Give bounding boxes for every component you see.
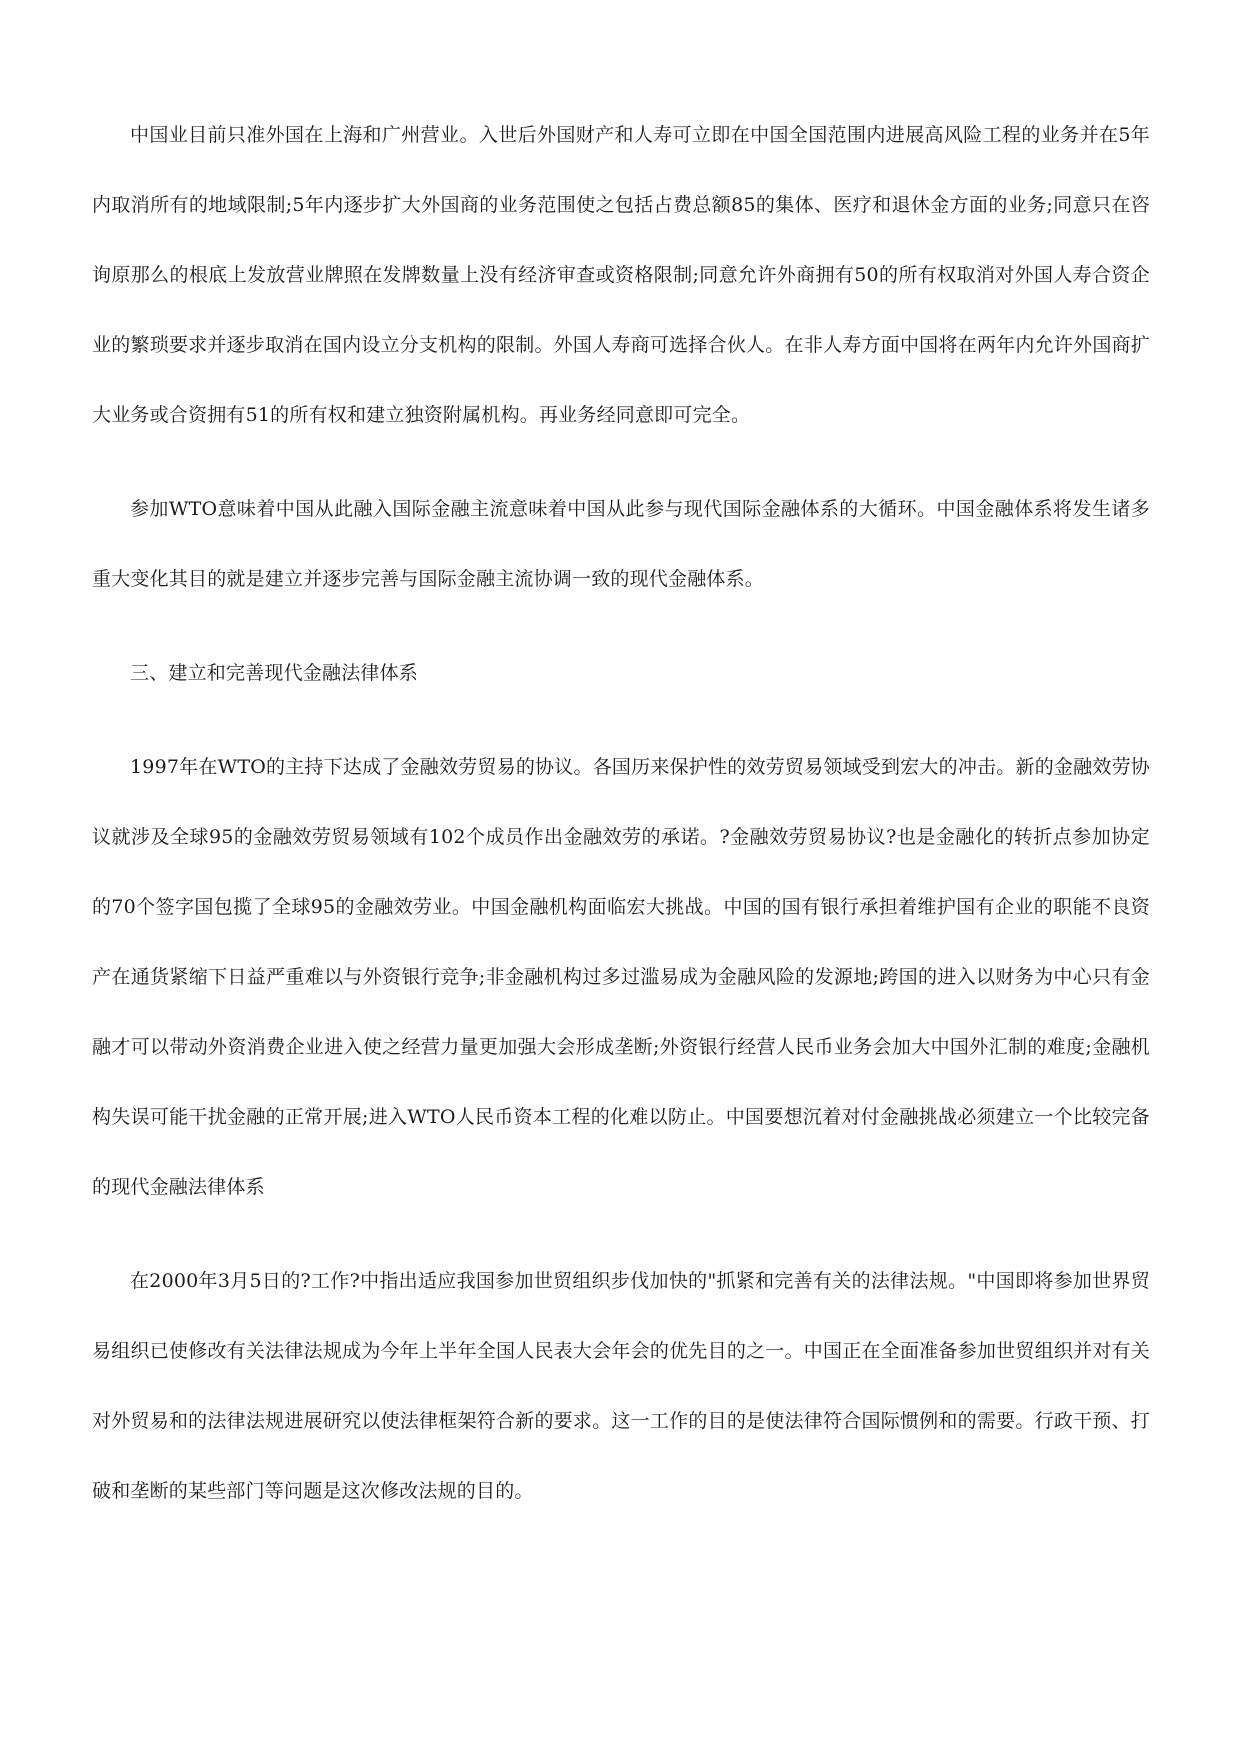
paragraph-law-revision: 在2000年3月5日的?工作?中指出适应我国参加世贸组织步伐加快的"抓紧和完善有关的法律法规。"中国即将参加世界贸易组织已使修改有关法律法规成为今年上半年全国人民表大会年会的优先目的之一。中国正在全面准备参加世贸组织并对有关对外贸易和的法律法规进展研究以使法律框架符合新的要求。这一工作的目的是使法律符合国际惯例和的需要。行政干预、打破和垄断的某些部门等问题是这次修改法规的目的。 <box>92 1270 1150 1502</box>
section-heading: 三、建立和完善现代金融法律体系 <box>130 662 419 684</box>
document-body <box>92 100 1150 1550</box>
paragraph-wto-integration: 参加WTO意味着中国从此融入国际金融主流意味着中国从此参与现代国际金融体系的大循环。中国金融体系将发生诸多重大变化其目的就是建立并逐步完善与国际金融主流协调一致的现代金融体系。 <box>92 498 1150 590</box>
paragraph-financial-services-agreement: 1997年在WTO的主持下达成了金融效劳贸易的协议。各国历来保护性的效劳贸易领域受到宏大的冲击。新的金融效劳协议就涉及全球95的金融效劳贸易领域有102个成员作出金融效劳的承诺。?金融效劳贸易协议?也是金融化的转折点参加协定的70个签字国包揽了全球95的金融效劳业。中国金融机构面临宏大挑战。中国的国有银行承担着维护国有企业的职能不良资产在通货紧缩下日益严重难以与外资银行竞争;非金融机构过多过滥易成为金融风险的发源地;跨国的进入以财务为中心只有金融才可以带动外资消费企业进入使之经营力量更加强大会形成垄断;外资银行经营人民币业务会加大中国外汇制的难度;金融机构失误可能干扰金融的正常开展;进入WTO人民币资本工程的化难以防止。中国要想沉着对付金融挑战必须建立一个比较完备的现代金融法律体系 <box>92 756 1150 1198</box>
paragraph-insurance-opening: 中国业目前只准外国在上海和广州营业。入世后外国财产和人寿可立即在中国全国范围内进展高风险工程的业务并在5年内取消所有的地域限制;5年内逐步扩大外国商的业务范围使之包括占费总额85的集体、医疗和退休金方面的业务;同意只在咨询原那么的根底上发放营业牌照在发牌数量上没有经济审查或资格限制;同意允许外商拥有50的所有权取消对外国人寿合资企业的繁琐要求并逐步取消在国内设立分支机构的限制。外国人寿商可选择合伙人。在非人寿方面中国将在两年内允许外国商扩大业务或合资拥有51的所有权和建立独资附属机构。再业务经同意即可完全。 <box>92 124 1150 426</box>
